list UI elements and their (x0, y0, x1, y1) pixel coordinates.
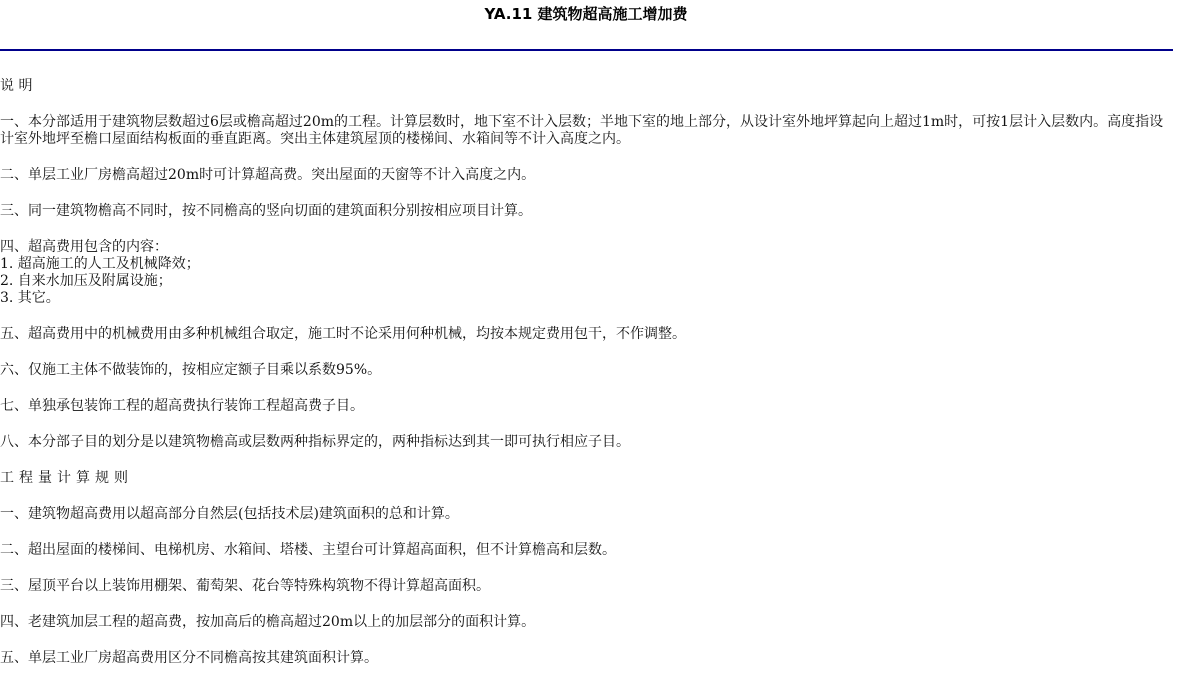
note-paragraph-7: 七、单独承包装饰工程的超高费执行装饰工程超高费子目。 (0, 398, 364, 414)
note-list-item-1: 1. 超高施工的人工及机械降效； (0, 256, 200, 272)
note-list-item-3: 3. 其它。 (0, 290, 60, 306)
note-paragraph-1: 一、本分部适用于建筑物层数超过6层或檐高超过20m的工程。计算层数时，地下室不计入层数；半地下室的地上部分，从设计室外地坪算起向上超过1m时，可按1层计入层数内。高度指设计室外地坪至檐口屋面结构板面的垂直距离。突出主体建筑屋顶的楼梯间、水箱间等不计入高度之内。 (0, 114, 1164, 147)
note-paragraph-2: 二、单层工业厂房檐高超过20m时可计算超高费。突出屋面的天窗等不计入高度之内。 (0, 167, 536, 183)
title-divider (0, 49, 1173, 51)
note-paragraph-3: 三、同一建筑物檐高不同时，按不同檐高的竖向切面的建筑面积分别按相应项目计算。 (0, 203, 532, 219)
section-heading-notes: 说 明 (0, 78, 33, 94)
document-body (0, 78, 1172, 686)
page-title: YA.11 建筑物超高施工增加费 (484, 5, 688, 23)
note-list-item-2: 2. 自来水加压及附属设施； (0, 273, 172, 289)
rule-paragraph-5: 五、单层工业厂房超高费用区分不同檐高按其建筑面积计算。 (0, 650, 378, 666)
rule-paragraph-4: 四、老建筑加层工程的超高费，按加高后的檐高超过20m以上的加层部分的面积计算。 (0, 614, 536, 630)
rule-paragraph-2: 二、超出屋面的楼梯间、电梯机房、水箱间、塔楼、主望台可计算超高面积，但不计算檐高和层数。 (0, 542, 616, 558)
note-paragraph-6: 六、仅施工主体不做装饰的，按相应定额子目乘以系数95%。 (0, 362, 382, 378)
note-paragraph-4: 四、超高费用包含的内容： (0, 239, 168, 255)
note-paragraph-5: 五、超高费用中的机械费用由多种机械组合取定，施工时不论采用何种机械，均按本规定费用包干，不作调整。 (0, 326, 686, 342)
section-heading-rules: 工程量计算规则 (0, 470, 133, 486)
note-paragraph-8: 八、本分部子目的划分是以建筑物檐高或层数两种指标界定的，两种指标达到其一即可执行相应子目。 (0, 434, 630, 450)
rule-paragraph-1: 一、建筑物超高费用以超高部分自然层(包括技术层)建筑面积的总和计算。 (0, 506, 459, 522)
rule-paragraph-3: 三、屋顶平台以上装饰用棚架、葡萄架、花台等特殊构筑物不得计算超高面积。 (0, 578, 490, 594)
